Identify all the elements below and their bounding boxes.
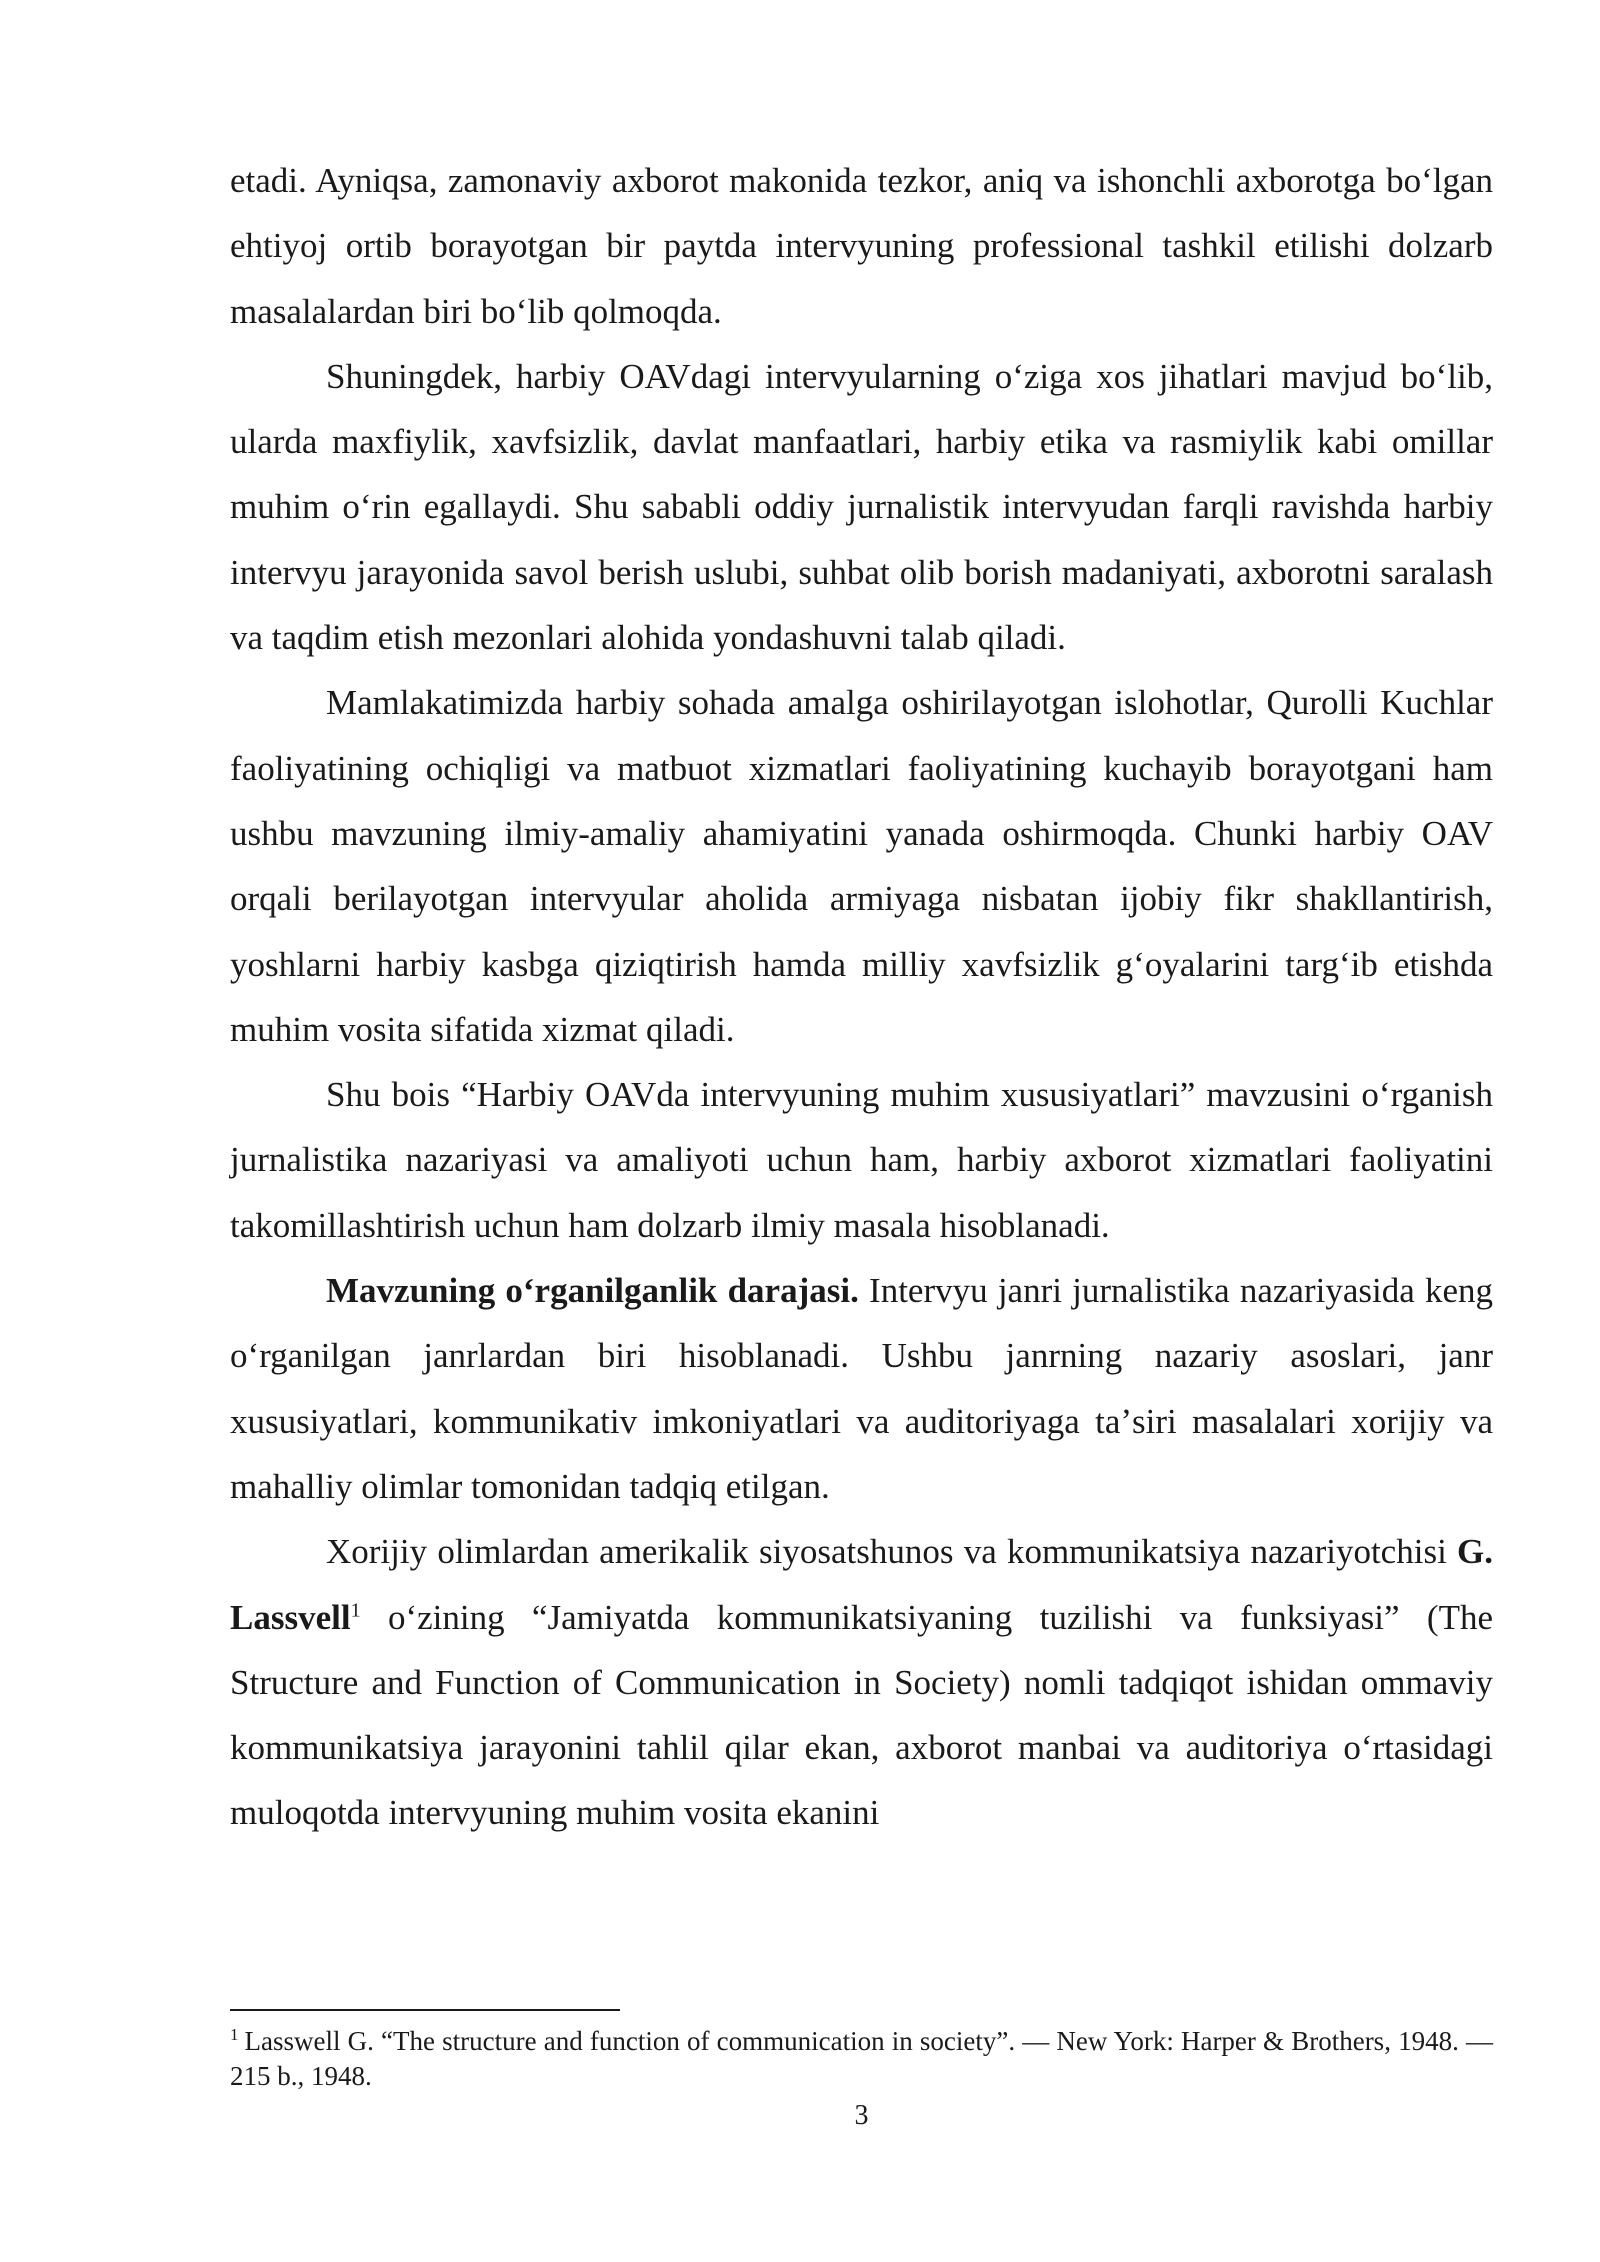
paragraph-5 [230, 1258, 1493, 1519]
paragraph-1: etadi. Ayniqsa, zamonaviy axborot makonida tezkor, aniq va ishonchli axborotga boʻlgan ehtiyoj ortib borayotgan bir paytda intervyuning professional tashkil etilishi dolzarb masalalardan biri boʻlib qolmoqda. [230, 161, 1493, 331]
paragraph-3: Mamlakatimizda harbiy sohada amalga oshirilayotgan islohotlar, Qurolli Kuchlar faoliyatining ochiqligi va matbuot xizmatlari faoliyatining kuchayib borayotgani ham ushbu mavzuning ilmiy-amaliy ahamiyatini yanada oshirmoqda. Chunki harbiy OAV orqali berilayotgan intervyular aholida armiyaga nisbatan ijobiy fikr shakllantirish, yoshlarni harbiy kasbga qiziqtirish hamda milliy xavfsizlik gʻoyalarini targʻib etishda muhim vosita sifatida xizmat qiladi. [230, 683, 1493, 1049]
footnote-separator [230, 2009, 620, 2011]
paragraph-6-rest: oʻzining “Jamiyatda kommunikatsiyaning tuzilishi va funksiyasi” (The Structure and Function of Communication in Society) nomli tadqiqot ishidan ommaviy kommunikatsiya jarayonini tahlil qilar ekan, axborot manbai va auditoriya oʻrtasidagi muloqotda intervyuning muhim vosita ekanini [230, 1597, 1493, 1833]
section-heading: Mavzuning oʻrganilganlik darajasi. [326, 1271, 859, 1311]
paragraph-4: Shu bois “Harbiy OAVda intervyuning muhim xususiyatlari” mavzusini oʻrganish jurnalistika nazariyasi va amaliyoti uchun ham, harbiy axborot xizmatlari faoliyatini takomillashtirish uchun ham dolzarb ilmiy masala hisoblanadi. [230, 1075, 1493, 1245]
paragraph-2: Shuningdek, harbiy OAVdagi intervyularning oʻziga xos jihatlari mavjud boʻlib, ularda maxfiylik, xavfsizlik, davlat manfaatlari, harbiy etika va rasmiylik kabi omillar muhim oʻrin egallaydi. Shu sababli oddiy jurnalistik intervyudan farqli ravishda harbiy intervyu jarayonida savol berish uslubi, suhbat olib borish madaniyati, axborotni saralash va taqdim etish mezonlari alohida yondashuvni talab qiladi. [230, 356, 1493, 658]
footnote [230, 2024, 1493, 2094]
footnote-number: 1 [230, 2025, 239, 2044]
footnote-text: Lasswell G. “The structure and function of communication in society”. — New York: Harper & Brothers, 1948. — 215 b., 1948. [230, 2026, 1493, 2091]
footnote-reference[interactable]: 1 [350, 1598, 361, 1621]
page-number: 3 [854, 2100, 869, 2131]
document-body [230, 148, 1493, 1846]
paragraph-6-lead: Xorijiy olimlardan amerikalik siyosatshunos va kommunikatsiya nazariyotchisi [326, 1532, 1458, 1572]
paragraph-6 [230, 1519, 1493, 1845]
paragraph-5-text: Intervyu janri jurnalistika nazariyasida keng oʻrganilgan janrlardan biri hisoblanadi. Ushbu janrning nazariy asoslari, janr xususiyatlari, kommunikativ imkoniyatlari va auditoriyaga taʼsiri masalalari xorijiy va mahalliy olimlar tomonidan tadqiq etilgan. [230, 1271, 1493, 1506]
author-name: G. Lassvell [230, 1532, 1493, 1637]
